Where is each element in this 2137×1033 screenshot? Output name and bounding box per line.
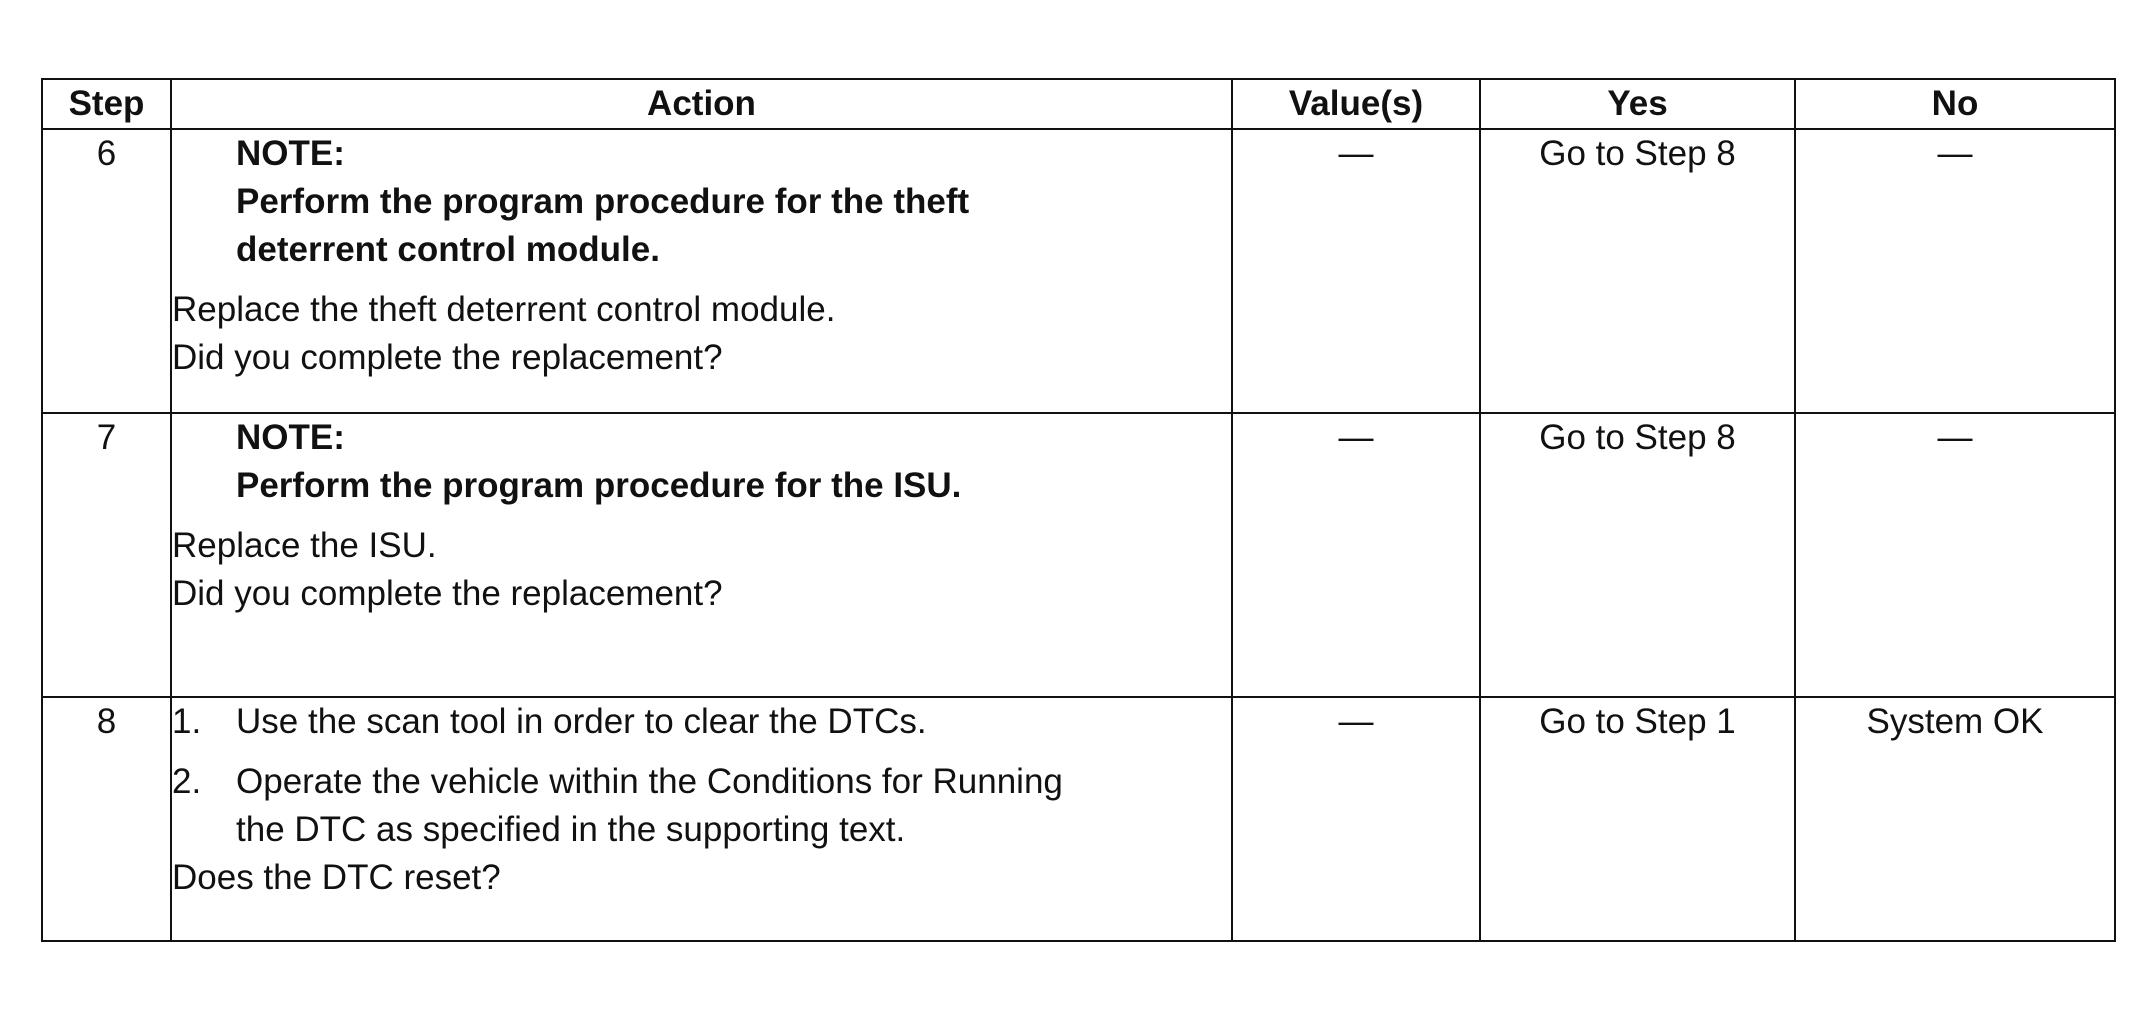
header-yes: Yes [1480,79,1795,129]
item-number: 1. [172,702,202,741]
numbered-item [172,758,1231,854]
item-number: 2. [172,762,202,801]
note-block [236,414,1231,510]
action-question: Did you complete the replacement? [172,574,723,613]
action-question: Did you complete the replacement? [172,338,723,377]
step-number: 7 [42,413,171,697]
action-line: Replace the theft deterrent control module. [172,290,836,329]
yes-cell: Go to Step 8 [1480,129,1795,413]
step-number: 6 [42,129,171,413]
table-row [42,129,2115,413]
item-text: Use the scan tool in order to clear the DTCs. [236,702,927,741]
values-cell: — [1232,697,1480,941]
header-no: No [1795,79,2115,129]
header-row [42,79,2115,129]
action-question: Does the DTC reset? [172,858,501,897]
table-row [42,413,2115,697]
table-row [42,697,2115,941]
numbered-item [172,698,1231,746]
note-title: NOTE: [236,418,345,457]
header-step: Step [42,79,171,129]
action-cell [171,129,1232,413]
diagnostic-table [41,78,2116,942]
yes-cell: Go to Step 1 [1480,697,1795,941]
header-values: Value(s) [1232,79,1480,129]
action-line: Replace the ISU. [172,526,437,565]
step-number: 8 [42,697,171,941]
note-title: NOTE: [236,134,345,173]
note-body: Perform the program procedure for the ISU. [236,466,962,505]
values-cell: — [1232,413,1480,697]
no-cell: System OK [1795,697,2115,941]
note-body: Perform the program procedure for the theft deterrent control module. [236,182,970,269]
action-cell [171,413,1232,697]
item-text: Operate the vehicle within the Conditions for Running the DTC as specified in the supporting text. [236,762,1063,849]
values-cell: — [1232,129,1480,413]
no-cell: — [1795,129,2115,413]
no-cell: — [1795,413,2115,697]
yes-cell: Go to Step 8 [1480,413,1795,697]
action-cell [171,697,1232,941]
note-block [236,130,1231,274]
header-action: Action [171,79,1232,129]
